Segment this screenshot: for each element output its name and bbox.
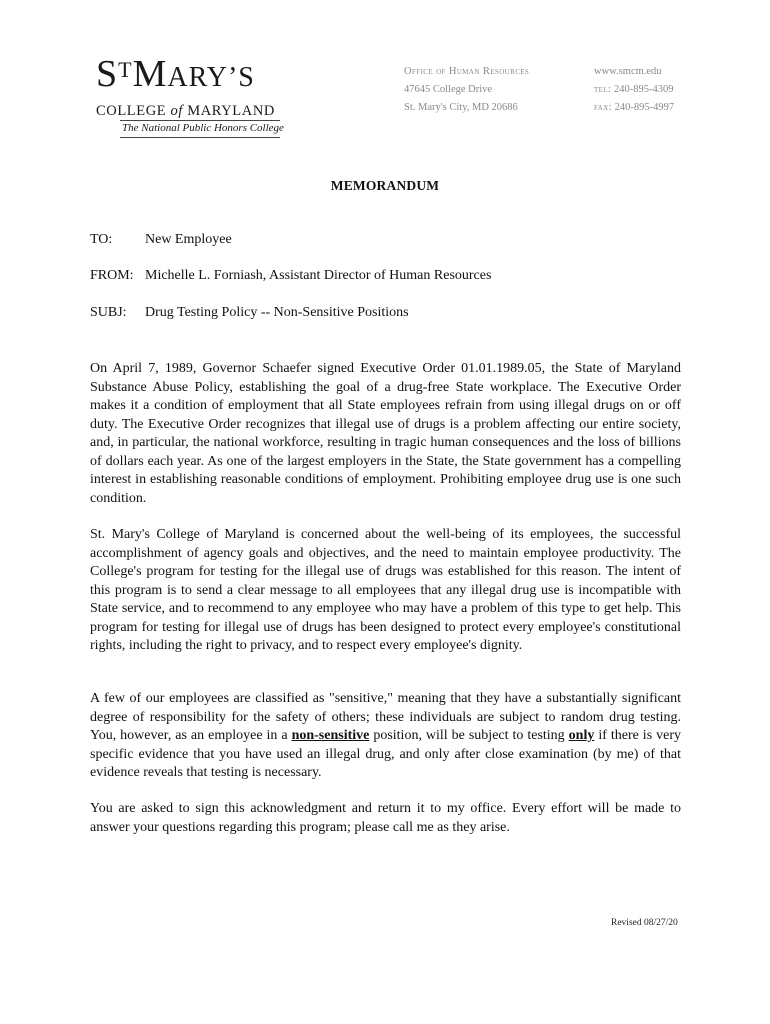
college-logo	[96, 50, 296, 134]
office-city: St. Mary's City, MD 20686	[404, 102, 518, 113]
body-paragraph-4: You are asked to sign this acknowledgment and return it to my office. Every effort will be made to answer your questions regarding this program; please call me as they arise.	[90, 801, 681, 835]
logo-wordmark: $S^TMARY’S$	[96, 53, 255, 95]
office-street: 47645 College Drive	[404, 84, 493, 95]
logo-rule-bottom	[120, 137, 280, 138]
office-website: www.smcm.edu	[594, 66, 662, 77]
logo-tagline: The National Public Honors College	[122, 122, 284, 134]
memo-subject-value: Drug Testing Policy -- Non-Sensitive Positions	[145, 305, 409, 320]
revision-date: Revised 08/27/20	[611, 918, 678, 928]
memo-title: MEMORANDUM	[330, 178, 440, 193]
office-fax: fax: 240-895-4997	[594, 102, 675, 113]
memo-subject-label: SUBJ:	[90, 305, 127, 320]
office-address	[404, 63, 529, 117]
emphasis-non-sensitive: non-sensitive	[291, 728, 370, 743]
memo-from-row	[90, 268, 491, 284]
memo-to-row	[90, 232, 232, 248]
office-phone: tel: 240-895-4309	[594, 84, 674, 95]
memo-subject-row	[90, 305, 409, 321]
memo-from-value: Michelle L. Forniash, Assistant Director of Human Resources	[145, 268, 492, 283]
emphasis-only: only	[568, 728, 595, 743]
body-paragraph-1: On April 7, 1989, Governor Schaefer signed Executive Order 01.01.1989.05, the State of Maryland Substance Abuse Policy, establishing the goal of a drug-free State workplace. The Executive Order makes it a condition of employment that all State employees refrain from using illegal drugs on or off duty. The Executive Order recognizes that illegal use of drugs is a problem affecting our entire society, and, in particular, the national workforce, resulting in tragic human consequences and the loss of billions of dollars each year. As one of the largest employers in the State, the State government has a compelling interest in establishing reasonable conditions of employment. Prohibiting employee drug use is one such condition.	[90, 361, 681, 506]
memo-to-value: New Employee	[145, 232, 232, 247]
memo-to-label: TO:	[90, 232, 113, 247]
office-name: Office of Human Resources	[404, 66, 530, 77]
memo-from-label: FROM:	[90, 268, 134, 283]
body-paragraph-3: A few of our employees are classified as "sensitive," meaning that they have a substantially significant degree of responsibility for the safety of others; these individuals are subject to random drug testing. You, however, as an employee in a non-sensitive position, will be subject to testing only if there is very specific evidence that you have used an illegal drug, and only after close examination (by me) of that evidence reveals that testing is necessary.	[90, 691, 681, 780]
logo-college-line: COLLEGE of MARYLAND	[96, 103, 275, 119]
body-paragraph-2: St. Mary's College of Maryland is concerned about the well-being of its employees, the successful accomplishment of agency goals and objectives, and the need to maintain employee productivity. The College's program for testing for the illegal use of drugs was established for this reason. The intent of this program is to send a clear message to all employees that any illegal drug use is incompatible with State service, and to recommend to any employee who may have a problem of this type to get help. This program for testing for illegal use of drugs has been designed to protect every employee's constitutional rights, including the right to privacy, and to respect every employee's dignity.	[90, 527, 681, 653]
office-contact	[594, 63, 674, 117]
